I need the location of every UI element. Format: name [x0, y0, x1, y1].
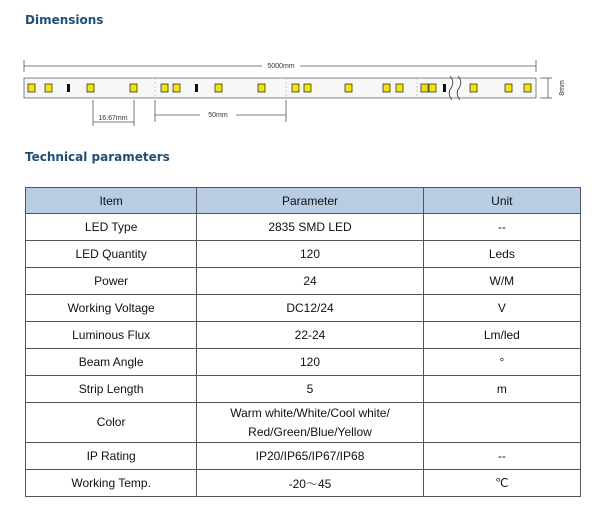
cell-parameter: 120 — [197, 349, 423, 376]
cell-parameter: 120 — [197, 241, 423, 268]
resistor — [67, 84, 70, 92]
led-chip — [524, 84, 531, 92]
cell-unit: W/M — [423, 268, 580, 295]
cell-item: Beam Angle — [26, 349, 197, 376]
cell-parameter: 24 — [197, 268, 423, 295]
resistor — [443, 84, 446, 92]
cell-unit: -- — [423, 443, 580, 470]
led-chip — [87, 84, 94, 92]
led-chip — [161, 84, 168, 92]
led-chip — [345, 84, 352, 92]
led-strip-drawing — [0, 0, 608, 140]
led-chip — [421, 84, 428, 92]
led-chip — [130, 84, 137, 92]
cell-parameter: IP20/IP65/IP67/IP68 — [197, 443, 423, 470]
table-row — [26, 349, 581, 376]
cell-item: Power — [26, 268, 197, 295]
cell-unit: -- — [423, 214, 580, 241]
cell-unit: Leds — [423, 241, 580, 268]
table-row — [26, 322, 581, 349]
cell-parameter: -20～45 — [197, 470, 423, 497]
width-label: 8mm — [559, 80, 566, 96]
cell-parameter-line: Red/Green/Blue/Yellow — [248, 424, 372, 439]
cell-item: LED Type — [26, 214, 197, 241]
led-chip — [396, 84, 403, 92]
cell-item: Strip Length — [26, 376, 197, 403]
cell-unit: ℃ — [423, 470, 580, 497]
pitch-label: 16.67mm — [98, 115, 128, 122]
dimensions-heading: Dimensions — [25, 13, 104, 27]
cut-length-dimension — [155, 100, 286, 122]
cell-parameter: 22-24 — [197, 322, 423, 349]
cell-item: IP Rating — [26, 443, 197, 470]
led-chip — [429, 84, 436, 92]
table-header-row — [26, 188, 581, 214]
cell-parameter-line: Warm white/White/Cool white/ — [230, 405, 390, 420]
header-unit: Unit — [423, 188, 580, 214]
led-chip — [45, 84, 52, 92]
table-row — [26, 241, 581, 268]
led-chip — [505, 84, 512, 92]
cell-item: Luminous Flux — [26, 322, 197, 349]
strip-body — [24, 76, 536, 100]
cell-unit: Lm/led — [423, 322, 580, 349]
cell-parameter: 5 — [197, 376, 423, 403]
cell-item: Working Voltage — [26, 295, 197, 322]
width-dimension — [540, 78, 566, 98]
technical-parameters-heading: Technical parameters — [25, 150, 170, 164]
total-length-label: 5000mm — [267, 63, 295, 70]
cell-item: LED Quantity — [26, 241, 197, 268]
cell-unit: V — [423, 295, 580, 322]
table-row — [26, 214, 581, 241]
table-row — [26, 268, 581, 295]
led-chip — [215, 84, 222, 92]
table-row — [26, 295, 581, 322]
led-chip — [292, 84, 299, 92]
cell-parameter — [197, 403, 423, 443]
header-parameter: Parameter — [197, 188, 423, 214]
table-row — [26, 403, 581, 443]
led-chip — [258, 84, 265, 92]
led-chip — [304, 84, 311, 92]
cell-item: Working Temp. — [26, 470, 197, 497]
cell-unit: m — [423, 376, 580, 403]
cut-length-label: 50mm — [208, 112, 228, 119]
total-length-dimension — [24, 60, 536, 72]
led-chip — [173, 84, 180, 92]
cell-item: Color — [26, 403, 197, 443]
table-row — [26, 376, 581, 403]
cell-unit: ° — [423, 349, 580, 376]
cell-parameter: DC12/24 — [197, 295, 423, 322]
resistor — [195, 84, 198, 92]
technical-parameters-table — [25, 187, 581, 497]
cell-unit — [423, 403, 580, 443]
header-item: Item — [26, 188, 197, 214]
led-chip — [28, 84, 35, 92]
led-chip — [383, 84, 390, 92]
cell-parameter: 2835 SMD LED — [197, 214, 423, 241]
table-row — [26, 470, 581, 497]
led-chip — [470, 84, 477, 92]
pitch-dimension — [93, 100, 134, 126]
table-row — [26, 443, 581, 470]
